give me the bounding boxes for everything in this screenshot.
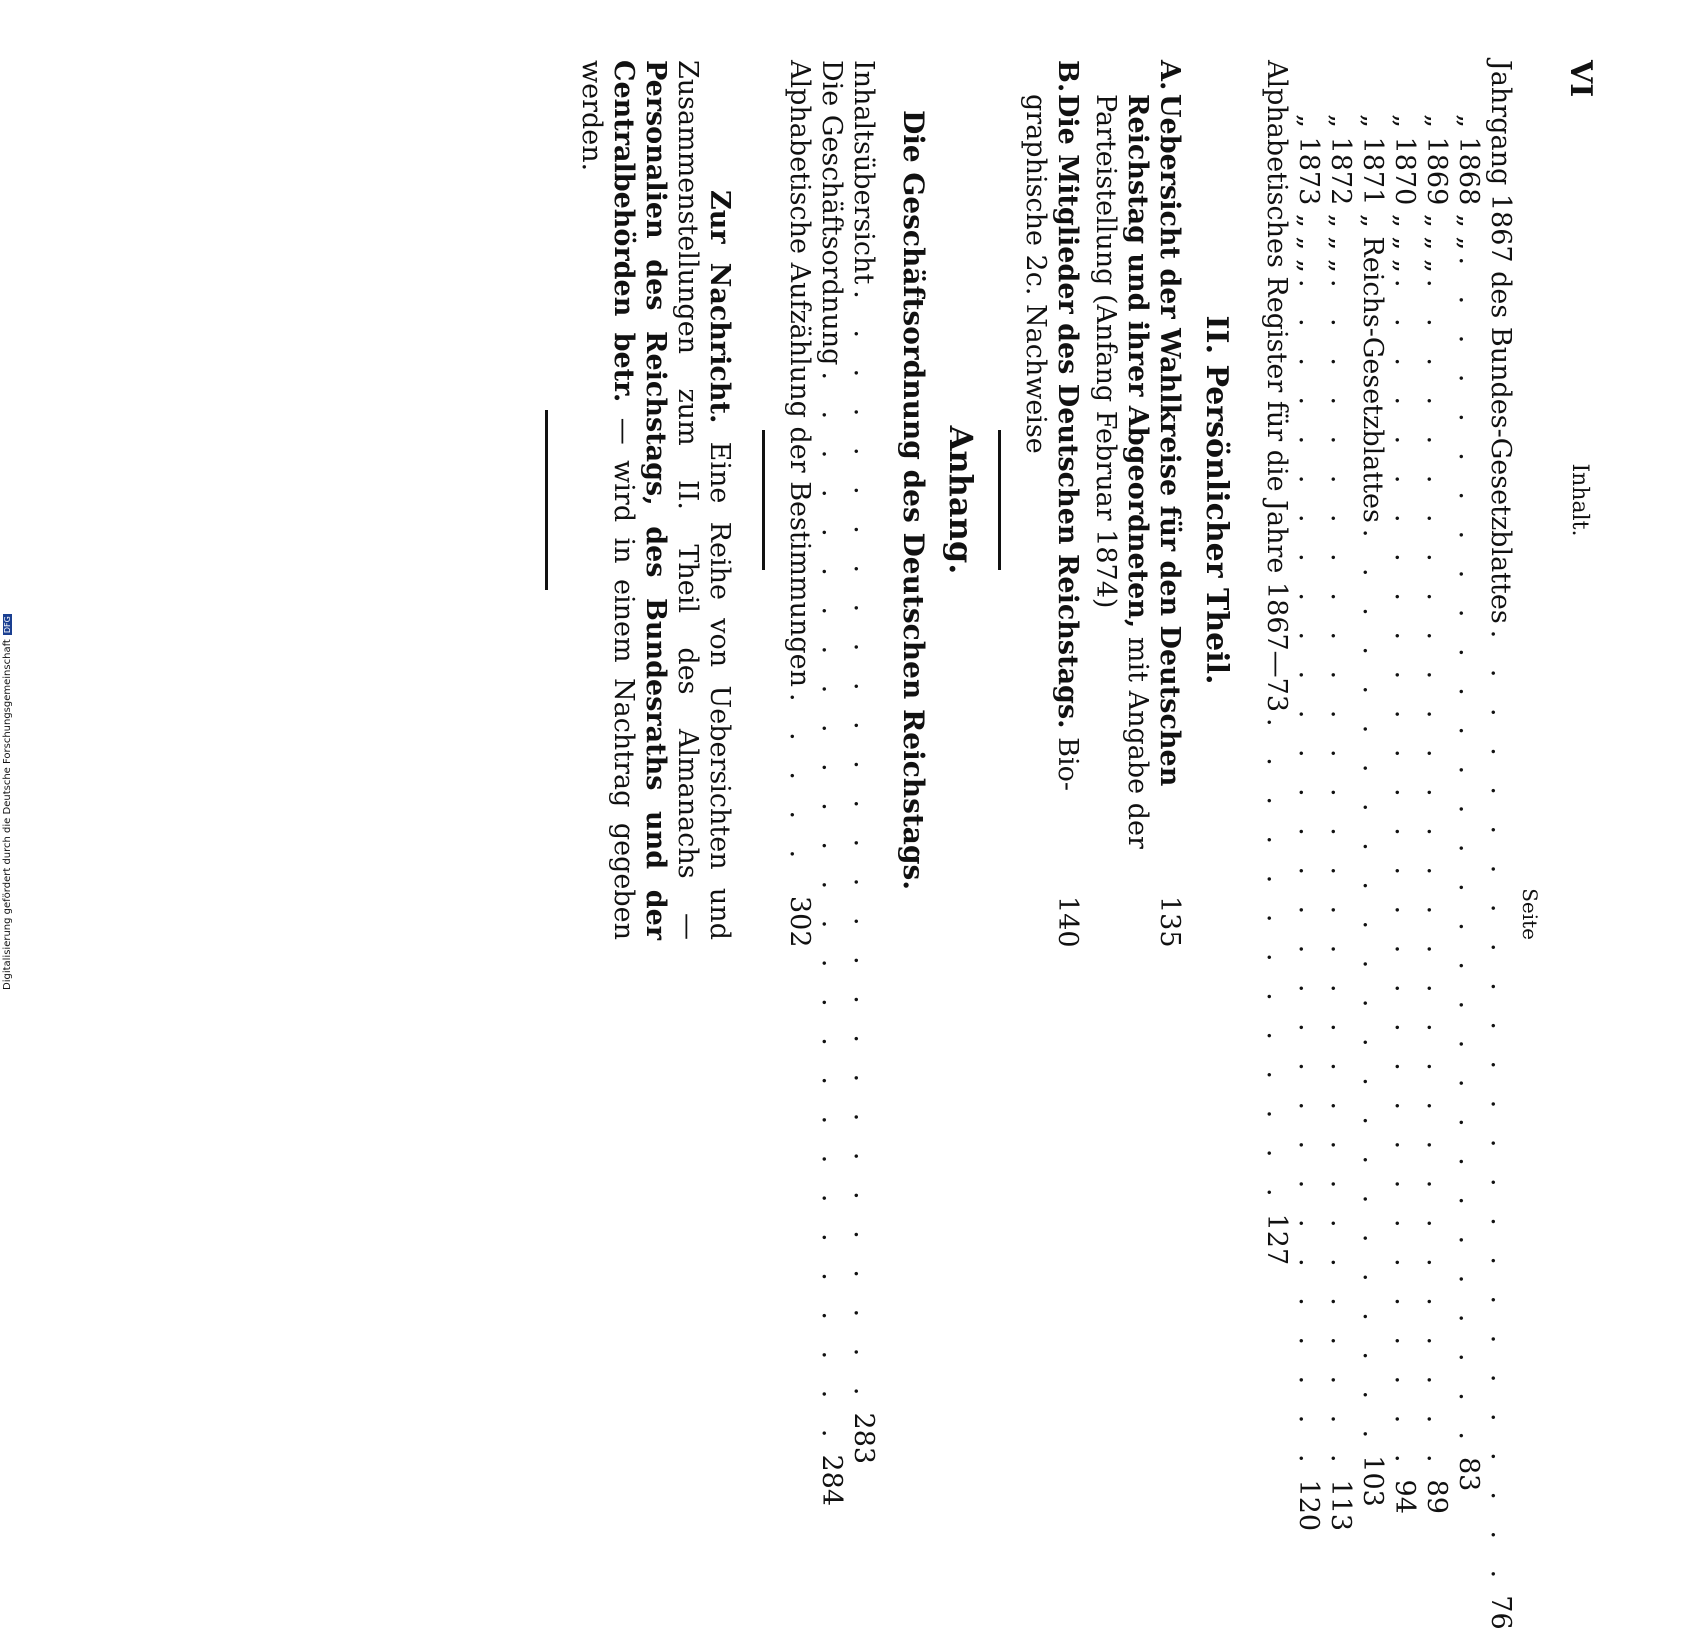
leader-dots: . . . . . . . . . . . . . . . . . . . . . . . . . . . . . . . — [1389, 279, 1420, 1474]
toc-page: 89 — [1421, 1479, 1452, 1514]
page-header — [1558, 60, 1598, 940]
toc-row-1870 — [1388, 60, 1420, 1514]
appendix-row-2 — [815, 60, 847, 1507]
running-head: Inhalt. — [1567, 463, 1592, 537]
toc-label: „ 1871 „ Reichs-Gesetzblattes — [1357, 114, 1388, 523]
toc-content — [527, 60, 1542, 1630]
divider-rule — [762, 430, 765, 570]
toc-label: „ 1869 „ „ „ — [1421, 114, 1452, 273]
toc-page: 127 — [1261, 1213, 1292, 1266]
toc-page: 302 — [784, 896, 815, 948]
toc-page: 283 — [848, 1412, 879, 1465]
appendix-heading: Anhang. — [942, 425, 980, 575]
editorial-note — [575, 60, 735, 940]
toc-row-1867 — [1484, 60, 1516, 1630]
leader-dots: . . . . . . . . . . . . . . . . . . . . . . . . . . . . . . . — [1293, 279, 1324, 1474]
toc-label: Die Geschäftsordnung — [816, 60, 847, 366]
toc-page: 284 — [816, 1454, 847, 1507]
appendix-row-3 — [783, 60, 815, 948]
leader-dots: . . . . . — [784, 693, 815, 870]
entry-title: Uebersicht der Wahlkreise für den Deutschen Reichstag und ihrer Abgeordneten, — [1122, 94, 1185, 787]
leader-dots: . . . . . . . . . . . . . . . . . . . . . . . . . . . . . . . — [1421, 279, 1452, 1474]
document-page — [46, 60, 1606, 1630]
toc-row-1873 — [1292, 60, 1324, 1532]
appendix-subheading: Die Geschäftsordnung des Deutschen Reichstags. — [897, 109, 930, 891]
toc-page: 83 — [1453, 1456, 1484, 1492]
entry-letter: B. — [1052, 60, 1083, 93]
leader-dots: . . . . . . . . . . . . . . . . . . . . . . . . — [1357, 528, 1388, 1450]
toc-page: 94 — [1389, 1479, 1420, 1514]
toc-label: Jahrgang 1867 des Bundes-Gesetzblattes — [1485, 60, 1516, 624]
toc-row-1869 — [1420, 60, 1452, 1514]
leader-dots: . . . . . . . . . . . . . . . . . . . . . . . . . . . . — [816, 371, 847, 1449]
seite-label: Seite — [1518, 888, 1542, 940]
dfg-logo: DFG — [2, 616, 12, 634]
toc-page: 113 — [1325, 1479, 1356, 1532]
note-heading: Zur Nachricht. — [704, 190, 735, 424]
volume-list — [1260, 60, 1516, 1630]
divider-rule — [545, 410, 548, 590]
entry-letter: A. — [1154, 60, 1185, 91]
toc-page: 76 — [1485, 1595, 1516, 1630]
divider-rule — [998, 430, 1001, 570]
toc-label: Inhaltsübersicht — [848, 60, 879, 285]
section-heading-part2: II. Persönlicher Theil. — [1199, 315, 1234, 685]
entry-body — [1019, 94, 1083, 948]
toc-label: Alphabetisches Register für die Jahre 1867—73 — [1261, 60, 1292, 713]
note-bold-text: Personalien des Reichstags, des Bundesraths und der Centralbehörden betr. — [608, 60, 671, 940]
entry-body — [1089, 94, 1185, 948]
leader-dots: . . . . . . . . . . . . . . . . . . . . . . . . . . . . . . . — [1325, 279, 1356, 1474]
leader-dots: . . . . . . . . . . . . . . . . . . . . . . . . . — [1485, 629, 1516, 1590]
toc-row-1871 — [1356, 60, 1388, 1507]
toc-row-1868 — [1452, 60, 1484, 1492]
entry-text: mit Angabe der Parteistellung (Anfang Februar 1874) — [1090, 94, 1153, 849]
leader-dots: . . . . . . . . . . . . . . . . . . . . . . . . . . . . . . . — [1453, 256, 1484, 1451]
leader-dots: . . . . . . . . . . . . . . . . . . . . . . . . . . . . . — [848, 290, 879, 1407]
appendix-row-1 — [847, 60, 879, 1465]
page-number: VI — [1563, 60, 1598, 98]
footer-text: Digitalisierung gefördert durch die Deutsche Forschungsgemeinschaft — [1, 639, 13, 990]
toc-page: 135 — [1154, 896, 1185, 948]
toc-row-register — [1260, 60, 1292, 1266]
note-text-end: — wird in einem Nachtrag gegeben werden. — [576, 60, 639, 940]
toc-label: „ 1870 „ „ „ — [1389, 114, 1420, 273]
entry-title: Die Mitglieder des Deutschen Reichstags. — [1052, 94, 1083, 729]
toc-label: „ 1868 „ „ — [1453, 114, 1484, 251]
leader-dots: . . . . . . . . . . . . . — [1261, 718, 1292, 1208]
note-text: Eine Reihe von Uebersichten und Zusammenstellungen zum II. Theil des Almanachs — — [672, 60, 735, 940]
toc-entry-b — [1019, 60, 1083, 948]
toc-entry-a — [1089, 60, 1185, 948]
toc-label: „ 1872 „ „ „ — [1325, 114, 1356, 273]
toc-row-1872 — [1324, 60, 1356, 1532]
toc-label: „ 1873 „ „ „ — [1293, 114, 1324, 273]
toc-page: 120 — [1293, 1479, 1324, 1532]
entry-text: Bio-graphische 2c. Nachweise — [1020, 94, 1083, 791]
digitization-footer — [0, 590, 14, 990]
appendix-list — [783, 60, 879, 1507]
toc-page: 103 — [1357, 1455, 1388, 1507]
toc-page: 140 — [1052, 896, 1083, 948]
toc-label: Alphabetische Aufzählung der Bestimmungen — [784, 60, 815, 687]
